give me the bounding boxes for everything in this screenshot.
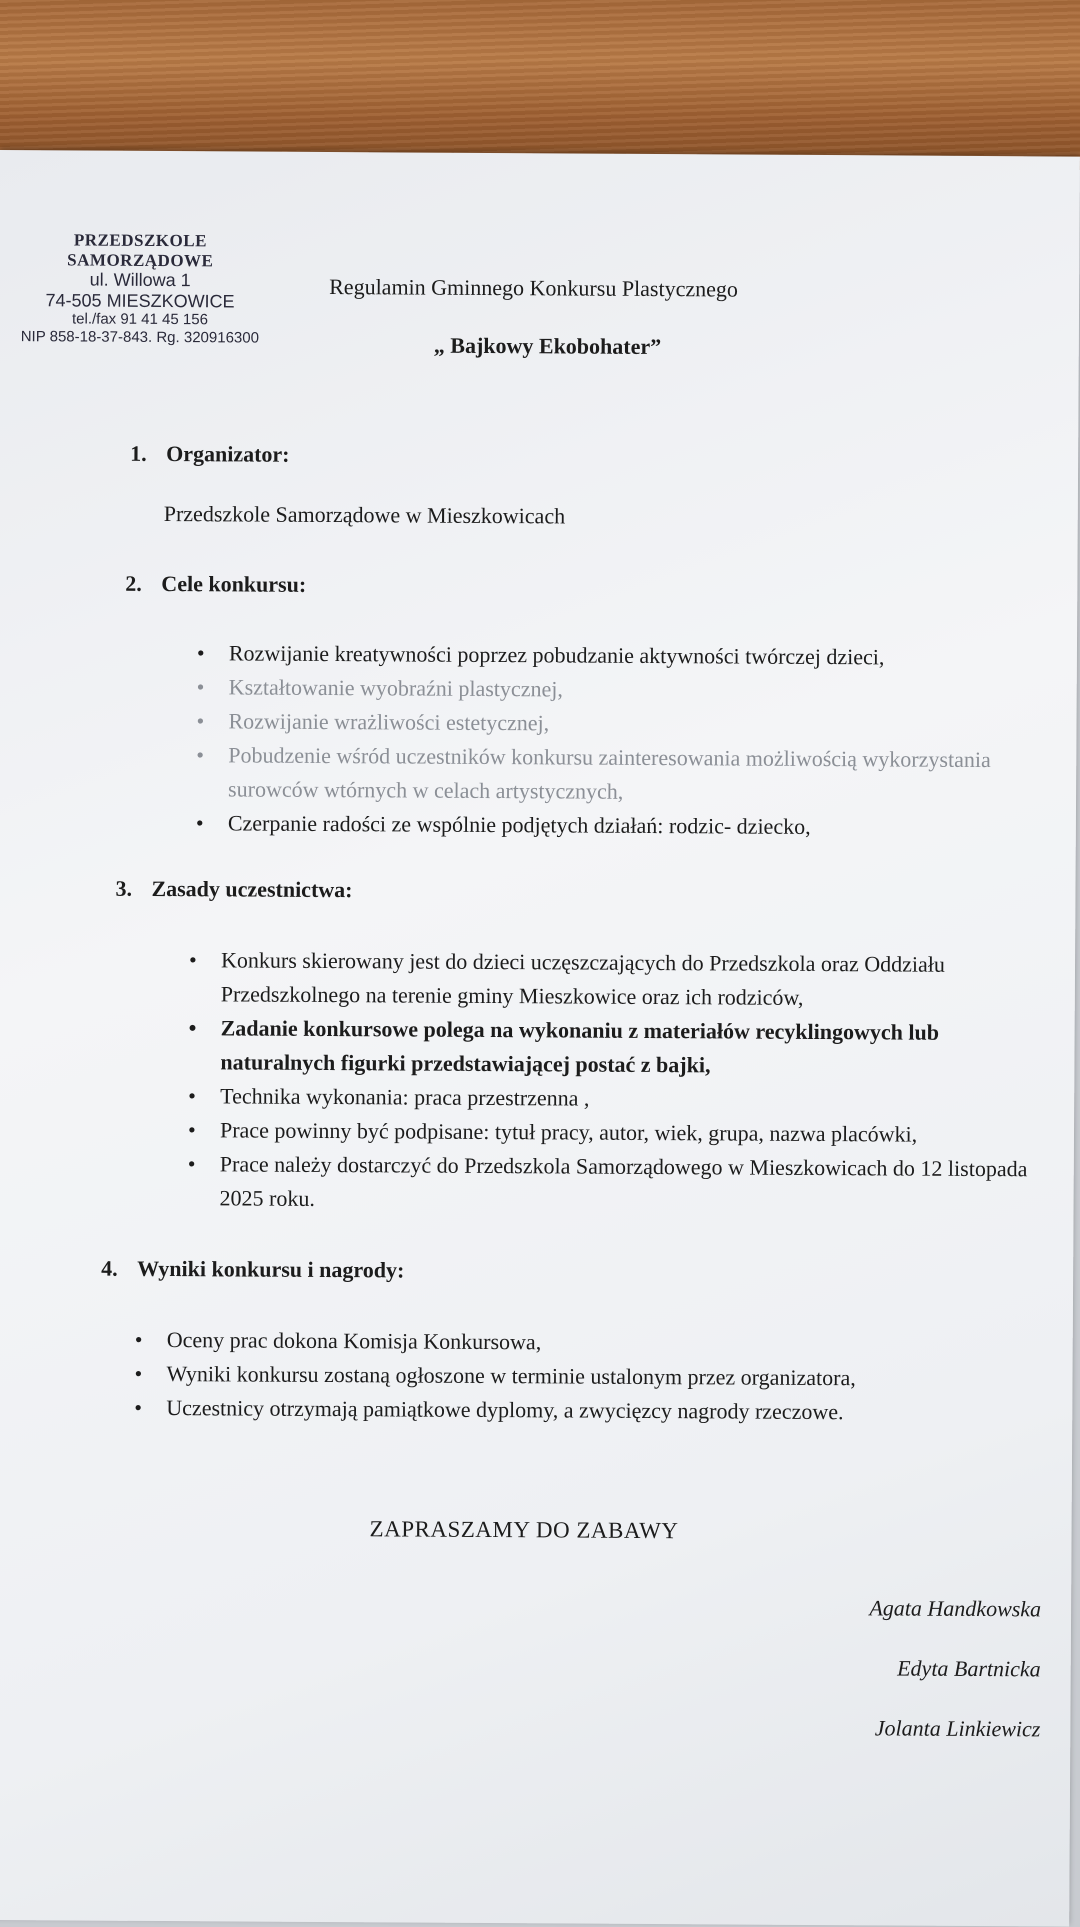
list-item: • Pobudzenie wśród uczestników konkursu zainteresowania możliwością wykorzystania surowców wtórnych w celach artystycznych, (192, 738, 1032, 811)
section-number: 2. (125, 570, 142, 596)
invitation-text: ZAPRASZAMY DO ZABAWY (369, 1516, 679, 1544)
section-results-heading (101, 1256, 404, 1284)
section-goals-heading (125, 571, 306, 598)
signature-name: Edyta Bartnicka (897, 1655, 1041, 1682)
section-heading: Zasady uczestnictwa: (151, 875, 353, 903)
list-item: • Czerpanie radości ze wspólnie podjętych działań: rodzic- dziecko, (192, 806, 1032, 845)
list-item: • Rozwijanie kreatywności poprzez pobudzanie aktywności twórczej dzieci, (193, 636, 1033, 675)
section-number: 1. (130, 440, 147, 466)
stamp-street: ul. Willowa 1 (89, 269, 191, 291)
stamp-school-name: PRZEDSZKOLE SAMORZĄDOWE (67, 230, 214, 270)
list-item: • Prace powinny być podpisane: tytuł pracy, autor, wiek, grupa, nazwa placówki, (184, 1113, 1054, 1152)
list-item: • Kształtowanie wyobraźni plastycznej, (193, 670, 1033, 709)
desk-background (0, 0, 1080, 170)
list-item: • Uczestnicy otrzymają pamiątkowe dyplomy, a zwycięzcy nagrody rzeczowe. (130, 1391, 1050, 1431)
stamp-phone: tel./fax 91 41 45 156 (71, 310, 208, 329)
goals-list (192, 636, 1033, 845)
section-heading: Cele konkursu: (161, 570, 307, 597)
section-rules-heading (115, 876, 352, 903)
section-heading: Wyniki konkursu i nagrody: (137, 1255, 405, 1283)
list-item: • Rozwijanie wrażliwości estetycznej, (192, 704, 1032, 743)
list-item: • Technika wykonania: praca przestrzenna , (184, 1079, 1054, 1118)
document-title: Regulamin Gminnego Konkursu Plastycznego (329, 274, 739, 302)
stamp-city: 74-505 MIESZKOWICE (45, 290, 235, 312)
list-item: • Wyniki konkursu zostaną ogłoszone w terminie ustalonym przez organizatora, (130, 1357, 1050, 1397)
organizer-text: Przedszkole Samorządowe w Mieszkowicach (163, 501, 566, 529)
section-number: 3. (115, 875, 133, 901)
signature-name: Jolanta Linkiewicz (874, 1715, 1041, 1742)
results-list (130, 1323, 1051, 1431)
rules-list (183, 943, 1055, 1220)
contest-name: „ Bajkowy Ekobohater” (433, 332, 662, 360)
section-number: 4. (101, 1255, 118, 1281)
section-organizer-heading (130, 441, 290, 468)
document-page (0, 150, 1080, 1927)
list-item: • Prace należy dostarczyć do Przedszkola Samorządowego w Mieszkowicach do 12 listopada 2025 roku. (183, 1147, 1053, 1220)
school-stamp (5, 230, 276, 347)
list-item: • Zadanie konkursowe polega na wykonaniu z materiałów recyklingowych lub naturalnych figurki przedstawiającej postać z bajki, (184, 1011, 1054, 1084)
signature-name: Agata Handkowska (869, 1595, 1042, 1622)
list-item: • Konkurs skierowany jest do dzieci uczęszczających do Przedszkola oraz Oddziału Przedszkolnego na terenie gminy Mieszkowice oraz ich rodziców, (185, 943, 1055, 1016)
list-item: • Oceny prac dokona Komisja Konkursowa, (131, 1323, 1051, 1363)
stamp-ids: NIP 858-18-37-843. Rg. 320916300 (20, 327, 260, 347)
section-heading: Organizator: (166, 441, 290, 467)
